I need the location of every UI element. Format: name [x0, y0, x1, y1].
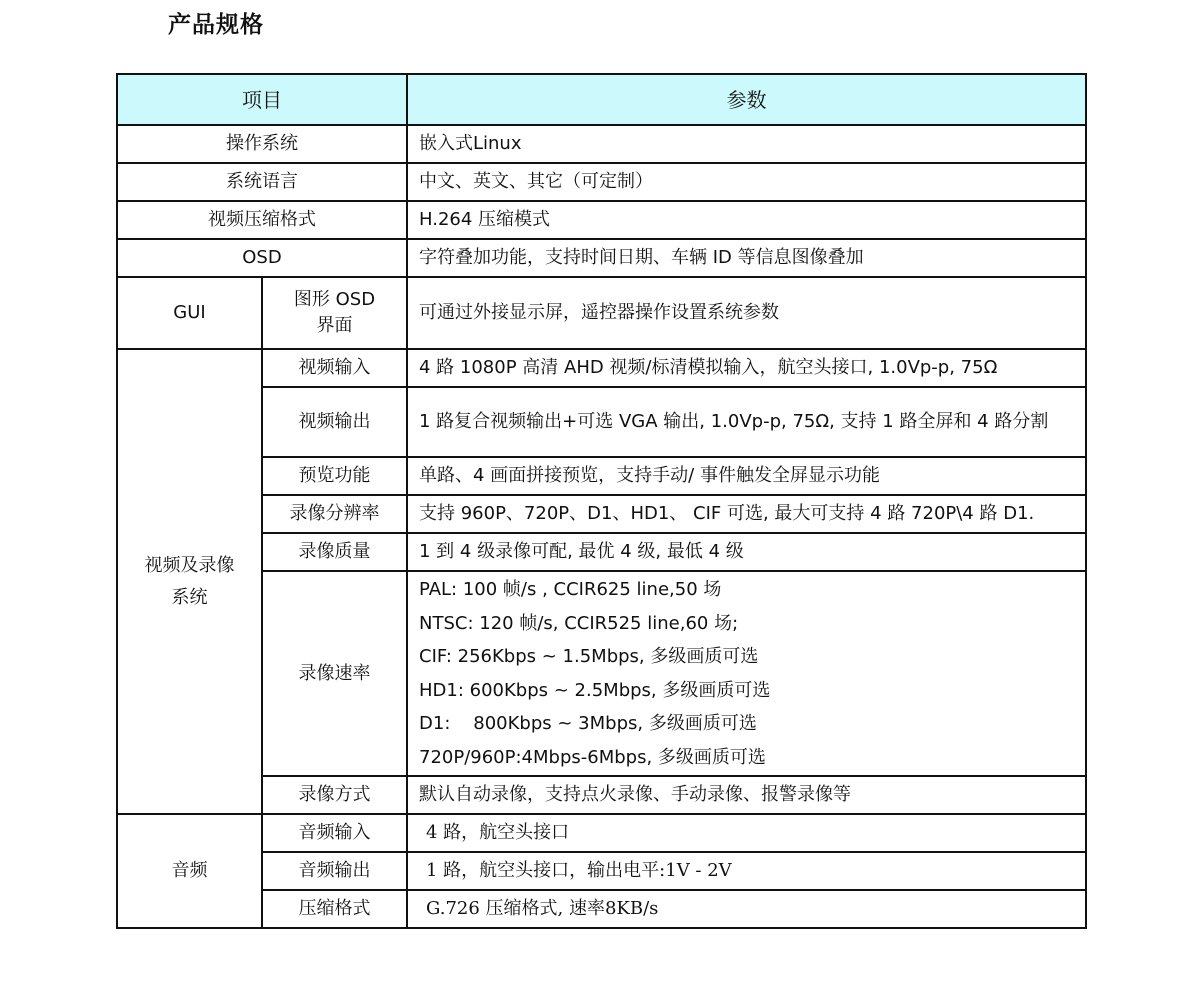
row-value-mode: 默认自动录像，支持点火录像、手动录像、报警录像等: [407, 776, 1086, 814]
table-row: [117, 125, 1086, 163]
table-row: [117, 239, 1086, 277]
row-value-lang: 中文、英文、其它（可定制）: [407, 163, 1086, 201]
table-row: [117, 814, 1086, 852]
row-label-audio-out: 音频输出: [262, 852, 407, 890]
table-row: [117, 890, 1086, 928]
table-header-row: [117, 74, 1086, 125]
header-param: 参数: [407, 74, 1086, 125]
spec-table: [116, 73, 1087, 929]
rate-line: NTSC: 120 帧/s, CCIR525 line,60 场;: [419, 612, 739, 634]
rate-line: HD1: 600Kbps ~ 2.5Mbps, 多级画质可选: [419, 679, 771, 701]
row-label-resolution: 录像分辨率: [262, 495, 407, 533]
row-value-video-in: 4 路 1080P 高清 AHD 视频/标清模拟输入，航空头接口, 1.0Vp-p, 75Ω: [407, 349, 1086, 387]
row-label-preview: 预览功能: [262, 457, 407, 495]
row-label-video-in: 视频输入: [262, 349, 407, 387]
page-title: 产品规格: [168, 12, 264, 38]
rate-line: 720P/960P:4Mbps-6Mbps, 多级画质可选: [419, 746, 766, 768]
row-value-resolution: 支持 960P、720P、D1、HD1、 CIF 可选, 最大可支持 4 路 720P\4 路 D1.: [407, 495, 1086, 533]
table-row: [117, 571, 1086, 776]
table-row: [117, 387, 1086, 457]
row-label-compress: 压缩格式: [262, 890, 407, 928]
table-row: [117, 533, 1086, 571]
table-row: [117, 349, 1086, 387]
row-label-mode: 录像方式: [262, 776, 407, 814]
header-item: 项目: [117, 74, 407, 125]
row-value-quality: 1 到 4 级录像可配, 最优 4 级, 最低 4 级: [407, 533, 1086, 571]
table-row: [117, 201, 1086, 239]
table-row: [117, 852, 1086, 890]
row-value-audio-out: 1 路，航空头接口，输出电平:1V - 2V: [407, 852, 1086, 890]
row-value-os: 嵌入式Linux: [407, 125, 1086, 163]
table-row: [117, 495, 1086, 533]
row-label-quality: 录像质量: [262, 533, 407, 571]
table-row: [117, 457, 1086, 495]
row-label-rate: 录像速率: [262, 571, 407, 776]
rate-line: PAL: 100 帧/s , CCIR625 line,50 场: [419, 579, 722, 600]
row-sublabel-gui: 图形 OSD 界面: [262, 277, 407, 349]
row-label-codec: 视频压缩格式: [117, 201, 407, 239]
table-row: [117, 776, 1086, 814]
row-value-codec: H.264 压缩模式: [407, 201, 1086, 239]
table-row: [117, 277, 1086, 349]
row-label-audio-in: 音频输入: [262, 814, 407, 852]
rate-line: D1: 800Kbps ~ 3Mbps, 多级画质可选: [419, 713, 757, 734]
row-value-gui: 可通过外接显示屏，遥控器操作设置系统参数: [407, 277, 1086, 349]
rate-line: CIF: 256Kbps ~ 1.5Mbps, 多级画质可选: [419, 646, 759, 667]
group-label-video: 视频及录像 系统: [117, 349, 262, 814]
row-value-osd: 字符叠加功能，支持时间日期、车辆 ID 等信息图像叠加: [407, 239, 1086, 277]
row-label-osd: OSD: [117, 239, 407, 277]
row-label-lang: 系统语言: [117, 163, 407, 201]
group-label-audio: 音频: [117, 814, 262, 928]
row-value-compress: G.726 压缩格式, 速率8KB/s: [407, 890, 1086, 928]
row-value-preview: 单路、4 画面拼接预览，支持手动/ 事件触发全屏显示功能: [407, 457, 1086, 495]
row-label-os: 操作系统: [117, 125, 407, 163]
table-row: [117, 163, 1086, 201]
row-value-rate: [407, 571, 1086, 776]
row-value-video-out: 1 路复合视频输出+可选 VGA 输出, 1.0Vp-p, 75Ω, 支持 1 路全屏和 4 路分割: [407, 387, 1086, 457]
row-value-audio-in: 4 路，航空头接口: [407, 814, 1086, 852]
row-label-gui: GUI: [117, 277, 262, 349]
row-label-video-out: 视频输出: [262, 387, 407, 457]
